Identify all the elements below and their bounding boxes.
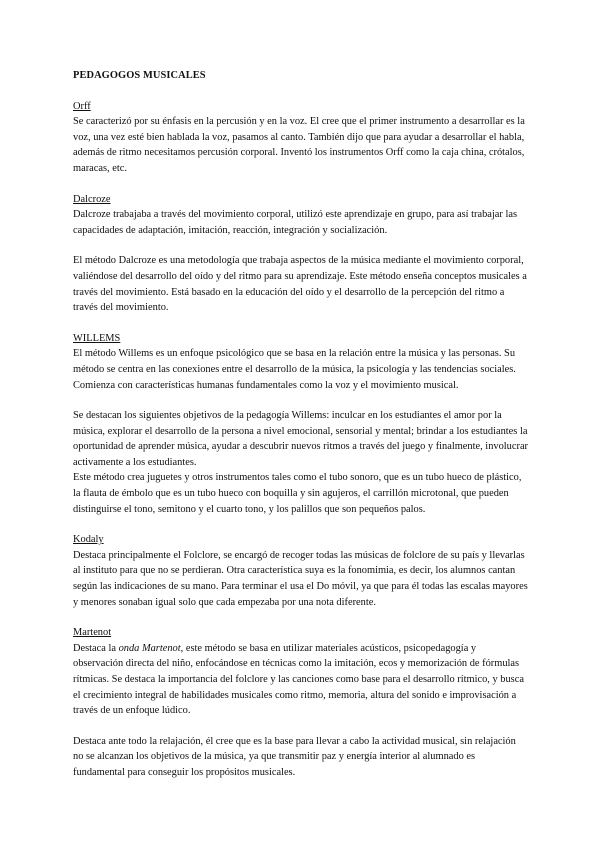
dalcroze-paragraph-1: Dalcroze trabajaba a través del movimiento corporal, utilizó este aprendizaje en grupo, para así trabajar las capacidades de adaptación, imitación, reacción, integración y socialización.: [73, 209, 517, 236]
martenot-text-start: Destaca la: [73, 642, 119, 654]
martenot-paragraph-2: Destaca ante todo la relajación, él cree que es la base para llevar a cabo la actividad musical, sin relajación no se alcanzan los objetivos de la música, ya que transmitir paz y energía interior al alumnado es fundamental para conseguir los propósitos musicales.: [73, 735, 516, 778]
dalcroze-paragraph-2: El método Dalcroze es una metodología que trabaja aspectos de la música mediante el movimiento corporal, valiéndose del desarrollo del oído y del ritmo para su aprendizaje. Este método enseña conceptos musicales a través del movimiento. Está basado en la educación del oído y el desarrollo de la percepción del ritmo a través del movimiento.: [73, 255, 527, 314]
spacer: [73, 719, 528, 734]
section-heading-orff: Orff: [73, 100, 91, 112]
martenot-text-end: , este método se basa en utilizar materiales acústicos, psicopedagogía y observación directa del niño, enfocándose en técnicas como la imitación, ecos y memorización de fórmulas rítmicas. Se destaca la importancia del folclore y las canciones como base para el desarrollo rítmico, y busca el crecimiento integral de habilidades musicales como ritmo, memoria, altura del sonido e improvisación a través de un enfoque lúdico.: [73, 642, 524, 717]
spacer: [73, 238, 528, 253]
section-heading-dalcroze: Dalcroze: [73, 193, 111, 205]
spacer: [73, 517, 528, 532]
martenot-emphasis: onda Martenot: [118, 642, 181, 654]
section-heading-kodaly: Kodaly: [73, 534, 104, 546]
martenot-paragraph-1: [73, 641, 528, 719]
kodaly-paragraph: Destaca principalmente el Folclore, se encargó de recoger todas las músicas de folclore de su país y llevarlas al instituto para que no se perdieran. Otra característica suya es la fonomimia, es decir, los alumnos cantan según las indicaciones de su mano. Para terminar el usa el Do móvil, ya que para él todas las escalas mayores y menores sonaban igual solo que cada empezaba por una nota diferente.: [73, 549, 528, 608]
document-page: [73, 68, 528, 781]
spacer: [73, 316, 528, 331]
spacer: [73, 393, 528, 408]
section-heading-willems: WILLEMS: [73, 332, 121, 344]
section-heading-martenot: Martenot: [73, 627, 112, 639]
willems-paragraph-1: El método Willems es un enfoque psicológico que se basa en la relación entre la música y las personas. Su método se centra en las conexiones entre el desarrollo de la música, la psicología y las tendencias sociales. Comienza con características humanas fundamentales como la voz y el movimiento musical.: [73, 348, 516, 391]
orff-paragraph: Se caracterizó por su énfasis en la percusión y en la voz. El cree que el primer instrumento a desarrollar es la voz, una vez esté bien hablada la voz, pasamos al canto. También dijo que para ayudar a desarrollar el habla, además de ritmo necesitamos percusión corporal. Inventó los instrumentos Orff como la caja china, crótalos, maracas, etc.: [73, 116, 525, 174]
willems-paragraph-2: Se destacan los siguientes objetivos de la pedagogía Willems: inculcar en los estudiantes el amor por la música, explorar el desarrollo de la persona a nivel emocional, sensorial y mental; brindar a los estudiantes la oportunidad de aprender música, ayudar a descubrir nuevos ritmos a través del juego y finalmente, involucrar activamente a los estudiantes.: [73, 410, 529, 468]
spacer: [73, 177, 528, 192]
document-title: PEDAGOGOS MUSICALES: [73, 70, 206, 81]
willems-paragraph-3: Este método crea juguetes y otros instrumentos tales como el tubo sonoro, que es un tubo hueco de plástico, la flauta de émbolo que es un tubo hueco con boquilla y sin agujeros, el carrillón microtonal, que pueden distinguirse el tono, semitono y el cuarto tono, y los palillos que son pequeños palos.: [73, 472, 522, 515]
spacer: [73, 610, 528, 625]
